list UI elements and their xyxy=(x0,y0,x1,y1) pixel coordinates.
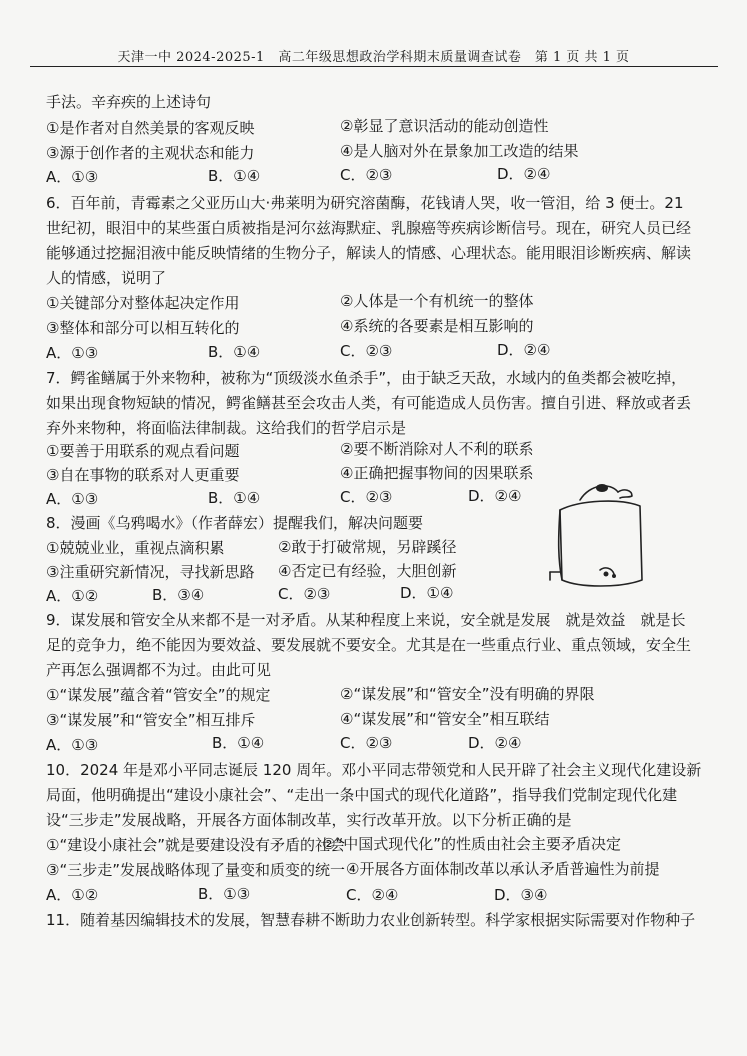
q9-item-3: ③“谋发展”和“管安全”相互排斥 xyxy=(46,711,256,729)
q9-option-a: A．①③ xyxy=(46,736,99,754)
q7-item-4: ④正确把握事物间的因果联系 xyxy=(340,464,534,482)
q7-line-1: 7．鳄雀鳝属于外来物种，被称为“顶级淡水鱼杀手”，由于缺乏天敌，水域内的鱼类都会被吃掉， xyxy=(46,369,687,387)
q7-line-3: 弃外来物种，将面临法律制裁。这给我们的哲学启示是 xyxy=(46,419,407,437)
q5-option-d: D．②④ xyxy=(497,165,551,183)
q6-line-3: 能够通过挖掘泪液中能反映情绪的生物分子，解读人的情感、心理状态。能用眼泪诊断疾病、解读 xyxy=(46,244,692,262)
q8-item-3: ③注重研究新情况，寻找新思路 xyxy=(46,563,255,581)
q6-option-b: B．①④ xyxy=(208,343,261,361)
q5-option-c: C．②③ xyxy=(340,166,393,184)
q10-line-1: 10．2024 年是邓小平同志诞辰 120 周年。邓小平同志带领党和人民开辟了社会主义现代化建设新 xyxy=(46,761,702,779)
q10-item-3: ③“三步走”发展战略体现了量变和质变的统一 xyxy=(46,861,345,879)
q9-line-3: 产再怎么强调都不为过。由此可见 xyxy=(46,661,272,679)
q5-item-2: ②彰显了意识活动的能动创造性 xyxy=(340,117,549,135)
header-rule xyxy=(30,66,718,67)
q7-item-3: ③自在事物的联系对人更重要 xyxy=(46,466,240,484)
q9-item-1: ①“谋发展”蕴含着“管安全”的规定 xyxy=(46,686,271,704)
q10-item-2: ②“中国式现代化”的性质由社会主要矛盾决定 xyxy=(322,835,621,853)
q9-option-d: D．②④ xyxy=(468,734,522,752)
q5-option-b: B．①④ xyxy=(208,167,261,185)
q6-option-d: D．②④ xyxy=(497,341,551,359)
q5-stem: 手法。辛弃疾的上述诗句 xyxy=(46,93,212,111)
q6-line-4: 人的情感，说明了 xyxy=(46,269,167,287)
q7-item-2: ②要不断消除对人不利的联系 xyxy=(340,440,534,458)
q8-option-c: C．②③ xyxy=(278,585,331,603)
q11-line-1: 11．随着基因编辑技术的发展，智慧春耕不断助力农业创新转型。科学家根据实际需要对作物种子 xyxy=(46,911,696,929)
q9-option-c: C．②③ xyxy=(340,734,393,752)
q8-line-1: 8．漫画《乌鸦喝水》（作者薛宏）提醒我们，解决问题要 xyxy=(46,514,424,532)
q7-option-d: D．②④ xyxy=(468,487,522,505)
q6-item-1: ①关键部分对整体起决定作用 xyxy=(46,294,240,312)
q6-option-c: C．②③ xyxy=(340,342,393,360)
q8-item-1: ①兢兢业业，重视点滴积累 xyxy=(46,539,225,557)
q10-option-b: B．①③ xyxy=(198,885,251,903)
q9-item-4: ④“谋发展”和“管安全”相互联结 xyxy=(340,710,550,728)
q5-option-a: A．①③ xyxy=(46,168,99,186)
q9-option-b: B．①④ xyxy=(212,734,265,752)
q10-item-1: ①“建设小康社会”就是要建设没有矛盾的社会 xyxy=(46,836,345,854)
q9-line-2: 足的竞争力，绝不能因为要效益、要发展就不要安全。尤其是在一些重点行业、重点领域，安全生 xyxy=(46,636,692,654)
q10-option-d: D．③④ xyxy=(494,886,548,904)
q10-item-4: ④开展各方面体制改革以承认矛盾普遍性为前提 xyxy=(346,860,660,878)
q7-item-1: ①要善于用联系的观点看问题 xyxy=(46,442,240,460)
q6-item-3: ③整体和部分可以相互转化的 xyxy=(46,319,240,337)
q6-line-2: 世纪初，眼泪中的某些蛋白质被指是河尔兹海默症、乳腺癌等疾病诊断信号。现在，研究人员已经 xyxy=(46,219,692,237)
q9-line-1: 9．谋发展和管安全从来都不是一对矛盾。从某种程度上来说，安全就是发展 就是效益 就是长 xyxy=(46,611,686,629)
q6-item-4: ④系统的各要素是相互影响的 xyxy=(340,317,534,335)
q10-option-c: C．②④ xyxy=(346,886,399,904)
q10-line-2: 局面，他明确提出“建设小康社会”、“走出一条中国式的现代化道路”，指导我们党制定现代化建 xyxy=(46,786,678,804)
q7-line-2: 如果出现食物短缺的情况，鳄雀鳝甚至会攻击人类，有可能造成人员伤害。擅自引进、释放或者丢 xyxy=(46,394,692,412)
q5-item-4: ④是人脑对外在景象加工改造的结果 xyxy=(340,142,579,160)
q5-item-3: ③源于创作者的主观状态和能力 xyxy=(46,144,255,162)
q7-option-c: C．②③ xyxy=(340,488,393,506)
q7-option-a: A．①③ xyxy=(46,490,99,508)
q6-line-1: 6．百年前，青霉素之父亚历山大·弗莱明为研究溶菌酶，花钱请人哭，收一管泪，给 3 便士。21 xyxy=(46,194,684,212)
q8-option-a: A．①② xyxy=(46,587,99,605)
q7-option-b: B．①④ xyxy=(208,489,261,507)
q10-line-3: 设“三步走”发展战略，开展各方面体制改革，实行改革开放。以下分析正确的是 xyxy=(46,811,572,829)
q6-option-a: A．①③ xyxy=(46,344,99,362)
q5-item-1: ①是作者对自然美景的客观反映 xyxy=(46,119,255,137)
q10-option-a: A．①② xyxy=(46,886,99,904)
q8-option-d: D．①④ xyxy=(400,584,454,602)
page-header: 天津一中 2024-2025-1 高二年级思想政治学科期末质量调查试卷 第 1 页 共 1 页 xyxy=(117,50,630,65)
q8-item-4: ④否定已有经验，大胆创新 xyxy=(278,562,457,580)
q8-item-2: ②敢于打破常规，另辟蹊径 xyxy=(278,538,457,556)
q9-item-2: ②“谋发展”和“管安全”没有明确的界限 xyxy=(340,685,595,703)
q8-option-b: B．③④ xyxy=(152,586,205,604)
crow-drinking-cartoon xyxy=(540,470,660,600)
q6-item-2: ②人体是一个有机统一的整体 xyxy=(340,292,534,310)
